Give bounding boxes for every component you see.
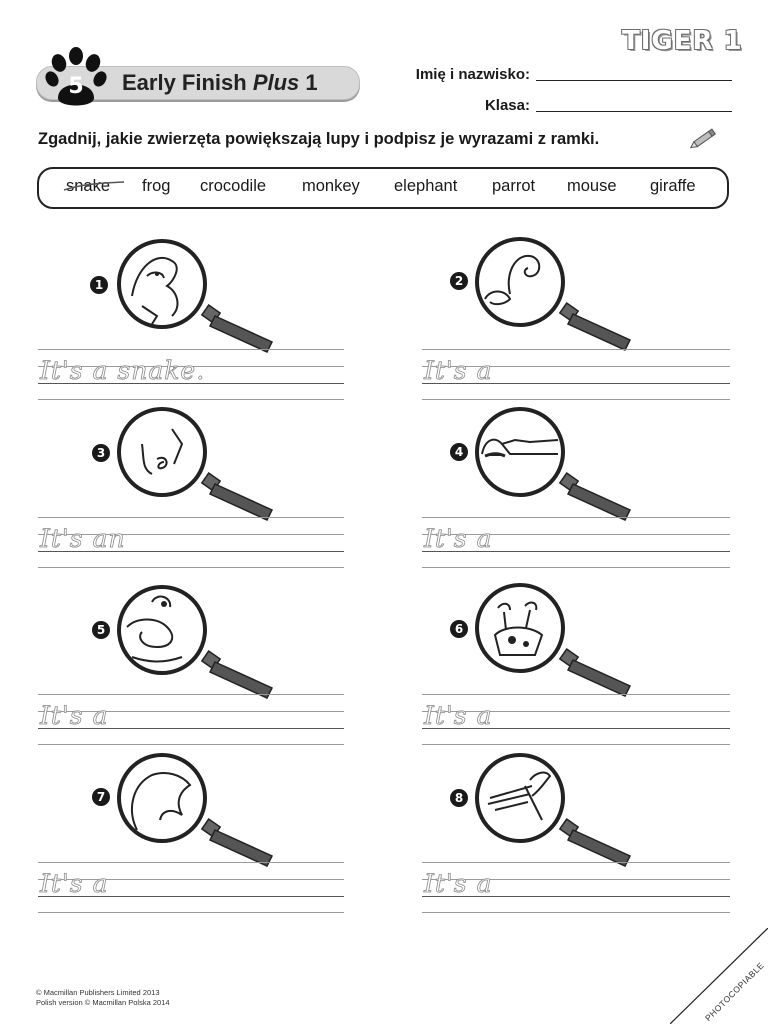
trace-sentence[interactable]: It's a: [424, 356, 493, 385]
trace-sentence[interactable]: It's a: [40, 701, 109, 730]
magnifier-frog-icon: [112, 582, 282, 702]
strikethrough-mark: [62, 180, 126, 194]
exercise-number: 1: [90, 276, 108, 294]
magnifier-monkey-icon: [470, 234, 640, 354]
page-title: [122, 70, 318, 96]
word-bank-item: parrot: [492, 177, 536, 195]
writing-line: [422, 694, 730, 695]
exercise-number: 5: [92, 621, 110, 639]
magnifier-crocodile-icon: [470, 404, 640, 524]
writing-line: [38, 694, 344, 695]
exercise-number: 3: [92, 444, 110, 462]
pencil-icon: [688, 128, 718, 150]
writing-line: [38, 517, 344, 518]
class-label: Klasa:: [484, 97, 530, 114]
tiger-logo: TIGER 1: [622, 26, 743, 56]
exercise-number: 8: [450, 789, 468, 807]
copyright-line-1: © Macmillan Publishers Limited 2013: [36, 988, 160, 997]
copyright-line-2: Polish version © Macmillan Polska 2014: [36, 998, 170, 1007]
word-bank-item: snake: [66, 177, 111, 195]
title-pre: Early Finish: [122, 70, 253, 95]
writing-line: [422, 349, 730, 350]
word-bank-item: monkey: [302, 177, 360, 195]
word-bank-item: elephant: [394, 177, 458, 195]
exercise-number: 7: [92, 788, 110, 806]
exercise-number: 6: [450, 620, 468, 638]
title-plus: Plus: [252, 70, 300, 95]
writing-line: [422, 567, 730, 568]
writing-line: [38, 744, 344, 745]
exercise-number: 4: [450, 443, 468, 461]
writing-line: [422, 912, 730, 913]
trace-sentence[interactable]: It's a: [424, 701, 493, 730]
writing-line: [38, 912, 344, 913]
photocopiable-label: PHOTOCOPIABLE: [703, 960, 766, 1024]
magnifier-snake-icon: [112, 236, 282, 356]
instruction-text: Zgadnij, jakie zwierzęta powiększają lupy i podpisz je wyrazami z ramki.: [38, 130, 600, 148]
word-bank-item: mouse: [567, 177, 617, 195]
magnifier-giraffe-icon: [470, 580, 640, 700]
word-bank-item: frog: [142, 177, 171, 195]
writing-line: [38, 349, 344, 350]
word-bank-item: giraffe: [650, 177, 696, 195]
word-bank-item: crocodile: [200, 177, 267, 195]
magnifier-elephant-icon: [112, 404, 282, 524]
writing-line: [38, 399, 344, 400]
writing-line: [422, 517, 730, 518]
exercise-number: 2: [450, 272, 468, 290]
magnifier-parrot-icon: [470, 750, 640, 870]
trace-sentence[interactable]: It's a snake.: [40, 356, 206, 385]
writing-line: [422, 744, 730, 745]
trace-sentence[interactable]: It's a: [40, 869, 109, 898]
word-bank-box: [37, 167, 729, 209]
name-label: Imię i nazwisko:: [415, 66, 530, 83]
name-field[interactable]: [536, 80, 732, 81]
magnifier-mouse-icon: [112, 750, 282, 870]
unit-number: 5: [68, 74, 84, 99]
writing-line: [422, 862, 730, 863]
class-field[interactable]: [536, 111, 732, 112]
trace-sentence[interactable]: It's a: [424, 869, 493, 898]
copyright-notice: [36, 988, 170, 1008]
writing-line: [422, 399, 730, 400]
trace-sentence[interactable]: It's a: [424, 524, 493, 553]
writing-line: [38, 862, 344, 863]
title-post: 1: [299, 70, 318, 95]
writing-line: [38, 567, 344, 568]
trace-sentence[interactable]: It's an: [40, 524, 126, 553]
